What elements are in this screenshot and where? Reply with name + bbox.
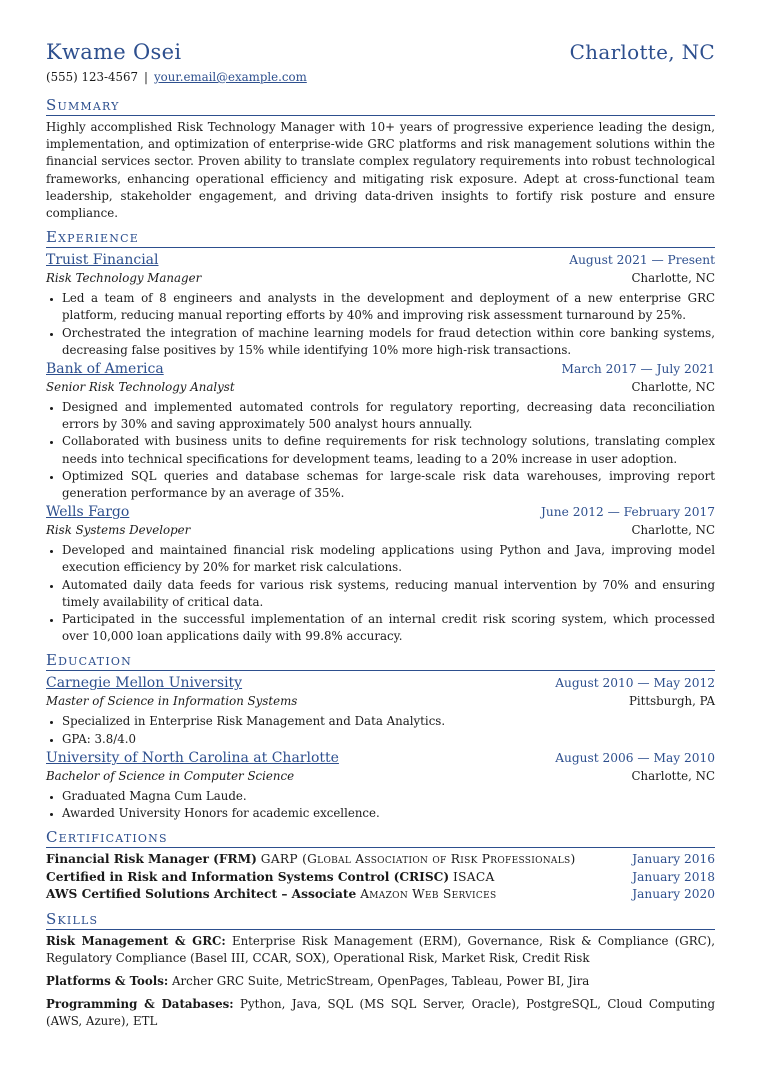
education-detail-item: • Awarded University Honors for academic excellence. [62,805,715,822]
achievement-list [46,542,715,645]
achievement-list [46,290,715,359]
job-title: Risk Technology Manager [46,271,202,286]
school-link[interactable]: University of North Carolina at Charlotte [46,749,339,766]
section-title-skills: Skills [46,910,715,930]
summary-section [46,96,715,222]
achievement-item: • Collaborated with business units to define requirements for risk technology solutions, translating complex needs into technical specifications for development teams, leading to a 20% increase in user adoption. [62,433,715,467]
certification-date: January 2016 [632,852,715,867]
job-location: Charlotte, NC [631,380,715,395]
certification-row [46,886,715,904]
certification-row [46,851,715,869]
job-title: Senior Risk Technology Analyst [46,380,235,395]
skill-group-label: Platforms & Tools: [46,974,169,989]
skill-group-label: Risk Management & GRC: [46,934,226,949]
achievement-item: • Orchestrated the integration of machine learning models for fraud detection within core banking systems, decreasing false positives by 15% while identifying 10% more high-risk transactions. [62,325,715,359]
education-entry [46,749,715,822]
resume-page [46,40,715,1036]
education-details-list [46,788,715,822]
employer-link[interactable]: Bank of America [46,361,164,378]
achievement-list [46,399,715,502]
experience-entry [46,360,715,502]
school-location: Charlotte, NC [631,768,715,783]
contact-separator: | [144,70,148,84]
certifications-section [46,828,715,904]
certification-row [46,869,715,887]
phone-number: (555) 123-4567 [46,70,138,84]
section-title-certifications: Certifications [46,828,715,848]
experience-entry [46,251,715,359]
achievement-item: • Designed and implemented automated controls for regulatory reporting, decreasing data reconciliation errors by 30% and saving approximately 500 analyst hours annually. [62,399,715,433]
school-link[interactable]: Carnegie Mellon University [46,675,243,692]
contact-line [46,70,715,90]
candidate-name: Kwame Osei [46,40,182,64]
job-location: Charlotte, NC [631,271,715,286]
certification-date: January 2018 [632,869,715,884]
job-location: Charlotte, NC [631,523,715,538]
certification-date: January 2020 [632,887,715,902]
employment-dates: March 2017 — July 2021 [561,362,715,377]
certification-name: Financial Risk Manager (FRM) [46,852,257,867]
achievement-item: • Automated daily data feeds for various risk systems, reducing manual intervention by 70% and ensuring timely availability of critical data. [62,577,715,611]
resume-header [46,40,715,68]
section-title-education: Education [46,651,715,671]
education-detail-item: • Graduated Magna Cum Laude. [62,788,715,805]
education-detail-item: • Specialized in Enterprise Risk Management and Data Analytics. [62,713,715,730]
skill-group-text: Archer GRC Suite, MetricStream, OpenPages, Tableau, Power BI, Jira [171,974,590,989]
certification-issuer: GARP (Global Association of Risk Professionals) [260,852,576,867]
study-dates: August 2006 — May 2010 [555,750,715,765]
employer-link[interactable]: Truist Financial [46,252,159,269]
achievement-item: • Led a team of 8 engineers and analysts in the development and deployment of a new enterprise GRC platform, reducing manual reporting efforts by 40% and improving risk assessment turnaround by 25%. [62,290,715,324]
degree: Bachelor of Science in Computer Science [46,768,295,783]
achievement-item: • Participated in the successful implementation of an internal credit risk scoring system, which processed over 10,000 loan applications daily with 99.8% accuracy. [62,611,715,645]
section-title-experience: Experience [46,228,715,248]
skills-section [46,910,715,1030]
job-title: Risk Systems Developer [46,523,191,538]
degree: Master of Science in Information Systems [46,694,298,709]
employer-link[interactable]: Wells Fargo [46,504,130,521]
summary-text: Highly accomplished Risk Technology Manager with 10+ years of progressive experience leading the design, implementation, and optimization of enterprise-wide GRC platforms and risk management solutions within the financial services sector. Proven ability to translate complex regulatory requirements into robust technological frameworks, enhancing operational efficiency and mitigating risk exposure. Adept at cross-functional team leadership, stakeholder engagement, and driving data-driven insights to fortify risk posture and ensure compliance. [46,120,715,221]
achievement-item: • Developed and maintained financial risk modeling applications using Python and Java, improving model execution efficiency by 20% for market risk calculations. [62,542,715,576]
certification-name: Certified in Risk and Information Systems Control (CRISC) [46,869,450,884]
employment-dates: June 2012 — February 2017 [541,505,715,520]
skill-group [46,973,715,990]
education-details-list [46,713,715,747]
education-section [46,651,715,822]
skill-group-label: Programming & Databases: [46,997,234,1012]
candidate-location: Charlotte, NC [569,40,715,64]
experience-entry [46,503,715,645]
skill-group-text: Python, Java, SQL (MS SQL Server, Oracle), PostgreSQL, Cloud Computing (AWS, Azure), ETL [46,997,716,1029]
skill-group [46,996,715,1030]
achievement-item: • Optimized SQL queries and database schemas for large-scale risk data warehouses, improving report generation performance by an average of 35%. [62,468,715,502]
section-title-summary: Summary [46,96,715,116]
education-detail-item: • GPA: 3.8/4.0 [62,731,715,748]
email-link[interactable]: your.email@example.com [153,70,307,84]
skill-group [46,933,715,967]
school-location: Pittsburgh, PA [628,694,715,709]
certification-issuer: Amazon Web Services [360,887,497,902]
employment-dates: August 2021 — Present [569,253,715,268]
experience-section [46,228,715,645]
education-entry [46,674,715,747]
certification-name: AWS Certified Solutions Architect – Associate [46,887,357,902]
study-dates: August 2010 — May 2012 [555,676,715,691]
skill-group-text: Enterprise Risk Management (ERM), Governance, Risk & Compliance (GRC), Regulatory Compliance (Basel III, CCAR, SOX), Operational Risk, Market Risk, Credit Risk [46,934,715,966]
certification-issuer: ISACA [453,869,495,884]
